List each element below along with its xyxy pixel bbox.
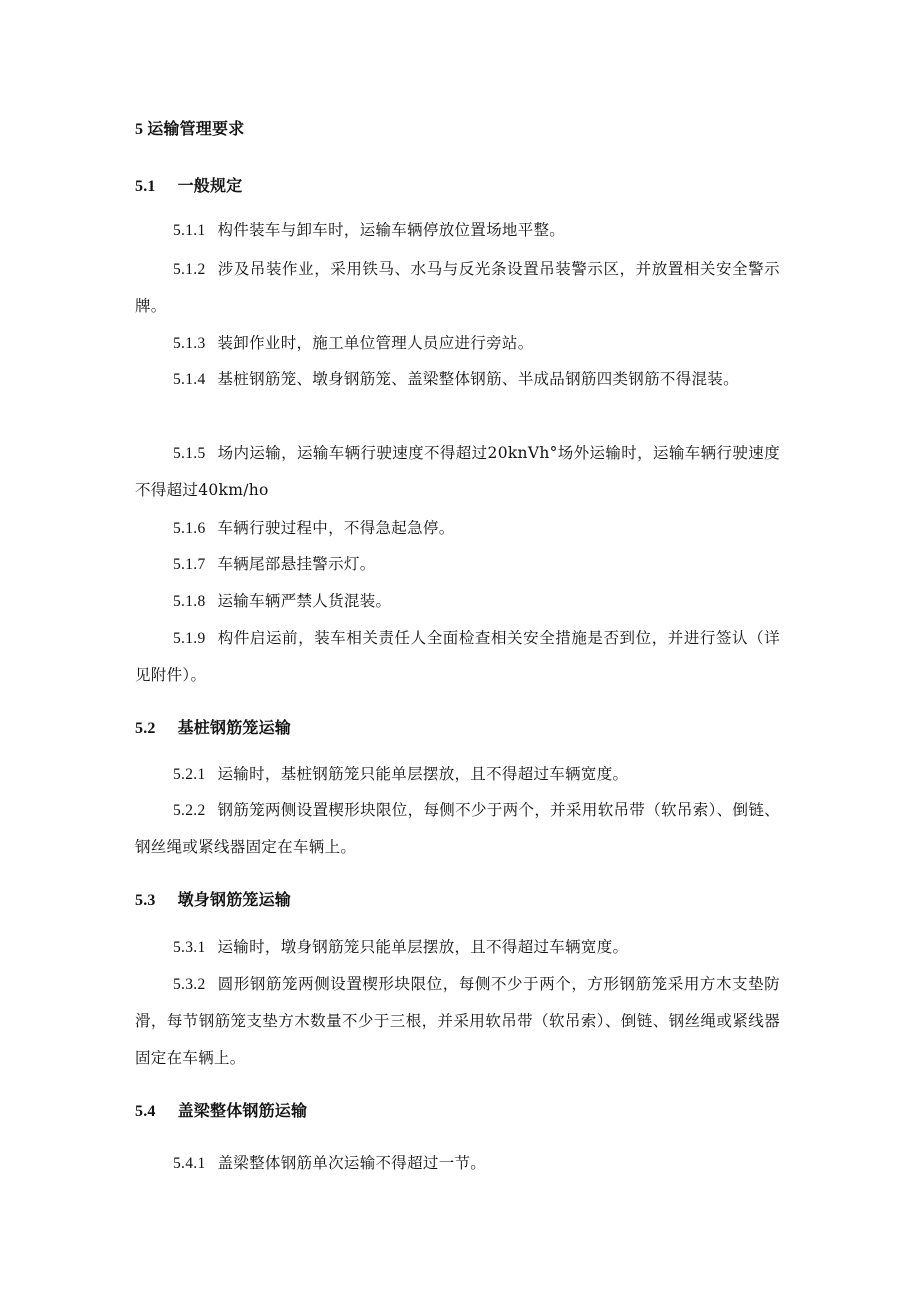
clause-number: 5.2.2 — [173, 802, 206, 819]
section-heading-5-2 — [135, 715, 291, 738]
paragraph-5-2-1 — [135, 756, 780, 793]
section-number: 5.3 — [135, 892, 156, 909]
clause-text: 运输车辆严禁人货混装。 — [217, 592, 392, 610]
clause-text: 运输时，墩身钢筋笼只能单层摆放，且不得超过车辆宽度。 — [217, 938, 629, 956]
clause-text: 车辆尾部悬挂警示灯。 — [217, 555, 376, 573]
clause-number: 5.1.2 — [173, 261, 206, 278]
clause-number: 5.2.1 — [173, 766, 206, 783]
clause-text: 车辆行驶过程中，不得急起急停。 — [217, 519, 455, 537]
paragraph-5-1-6 — [135, 510, 780, 547]
section-heading-5-3 — [135, 887, 291, 910]
clause-number: 5.1.8 — [173, 593, 206, 610]
clause-number: 5.1.1 — [173, 222, 206, 239]
clause-number: 5.1.3 — [173, 335, 206, 352]
section-title: 基桩钢筋笼运输 — [177, 718, 292, 737]
paragraph-5-1-1 — [135, 212, 780, 249]
section-number: 5 — [135, 121, 144, 138]
paragraph-5-2-2 — [135, 792, 780, 866]
clause-text: 运输时，基桩钢筋笼只能单层摆放，且不得超过车辆宽度。 — [217, 765, 629, 783]
clause-number: 5.1.9 — [173, 630, 206, 647]
paragraph-5-3-2 — [135, 966, 780, 1077]
paragraph-5-1-3 — [135, 325, 780, 362]
section-number: 5.1 — [135, 178, 156, 195]
clause-number: 5.1.4 — [173, 371, 206, 388]
paragraph-5-1-2 — [135, 251, 780, 325]
section-number: 5.2 — [135, 720, 156, 737]
clause-text: 构件启运前，装车相关责任人全面检查相关安全措施是否到位，并进行签认（详见附件）。 — [135, 629, 780, 684]
clause-number: 5.3.1 — [173, 939, 206, 956]
clause-text: 装卸作业时，施工单位管理人员应进行旁站。 — [217, 334, 534, 352]
clause-text: 基桩钢筋笼、墩身钢筋笼、盖梁整体钢筋、半成品钢筋四类钢筋不得混装。 — [217, 370, 739, 388]
clause-text: 场内运输，运输车辆行驶速度不得超过20knVh°场外运输时，运输车辆行驶速度不得超过40km∕ho — [135, 444, 780, 499]
paragraph-5-4-1 — [135, 1145, 780, 1182]
clause-number: 5.1.5 — [173, 445, 206, 462]
clause-number: 5.4.1 — [173, 1155, 206, 1172]
paragraph-5-3-1 — [135, 929, 780, 966]
clause-text: 构件装车与卸车时，运输车辆停放位置场地平整。 — [217, 221, 566, 239]
section-title: 一般规定 — [177, 176, 243, 195]
clause-text: 盖梁整体钢筋单次运输不得超过一节。 — [217, 1154, 487, 1172]
clause-number: 5.1.7 — [173, 556, 206, 573]
clause-text: 钢筋笼两侧设置楔形块限位，每侧不少于两个，并采用软吊带（软吊索）、倒链、钢丝绳或紧线器固定在车辆上。 — [135, 801, 780, 856]
section-heading-5 — [135, 116, 244, 139]
section-title: 墩身钢筋笼运输 — [177, 890, 292, 909]
clause-number: 5.1.6 — [173, 520, 206, 537]
section-heading-5-1 — [135, 173, 242, 196]
paragraph-5-1-5 — [135, 435, 780, 509]
section-number: 5.4 — [135, 1103, 156, 1120]
clause-text: 圆形钢筋笼两侧设置楔形块限位，每侧不少于两个，方形钢筋笼采用方木支垫防滑，每节钢筋笼支垫方木数量不少于三根，并采用软吊带（软吊索）、倒链、钢丝绳或紧线器固定在车辆上。 — [135, 975, 780, 1067]
paragraph-5-1-8 — [135, 583, 780, 620]
section-heading-5-4 — [135, 1098, 307, 1121]
section-title: 运输管理要求 — [147, 119, 245, 138]
section-title: 盖梁整体钢筋运输 — [177, 1101, 308, 1120]
paragraph-5-1-9 — [135, 620, 780, 694]
clause-number: 5.3.2 — [173, 976, 206, 993]
paragraph-5-1-7 — [135, 546, 780, 583]
paragraph-5-1-4 — [135, 361, 780, 398]
clause-text: 涉及吊装作业，采用铁马、水马与反光条设置吊装警示区，并放置相关安全警示牌。 — [135, 260, 780, 315]
